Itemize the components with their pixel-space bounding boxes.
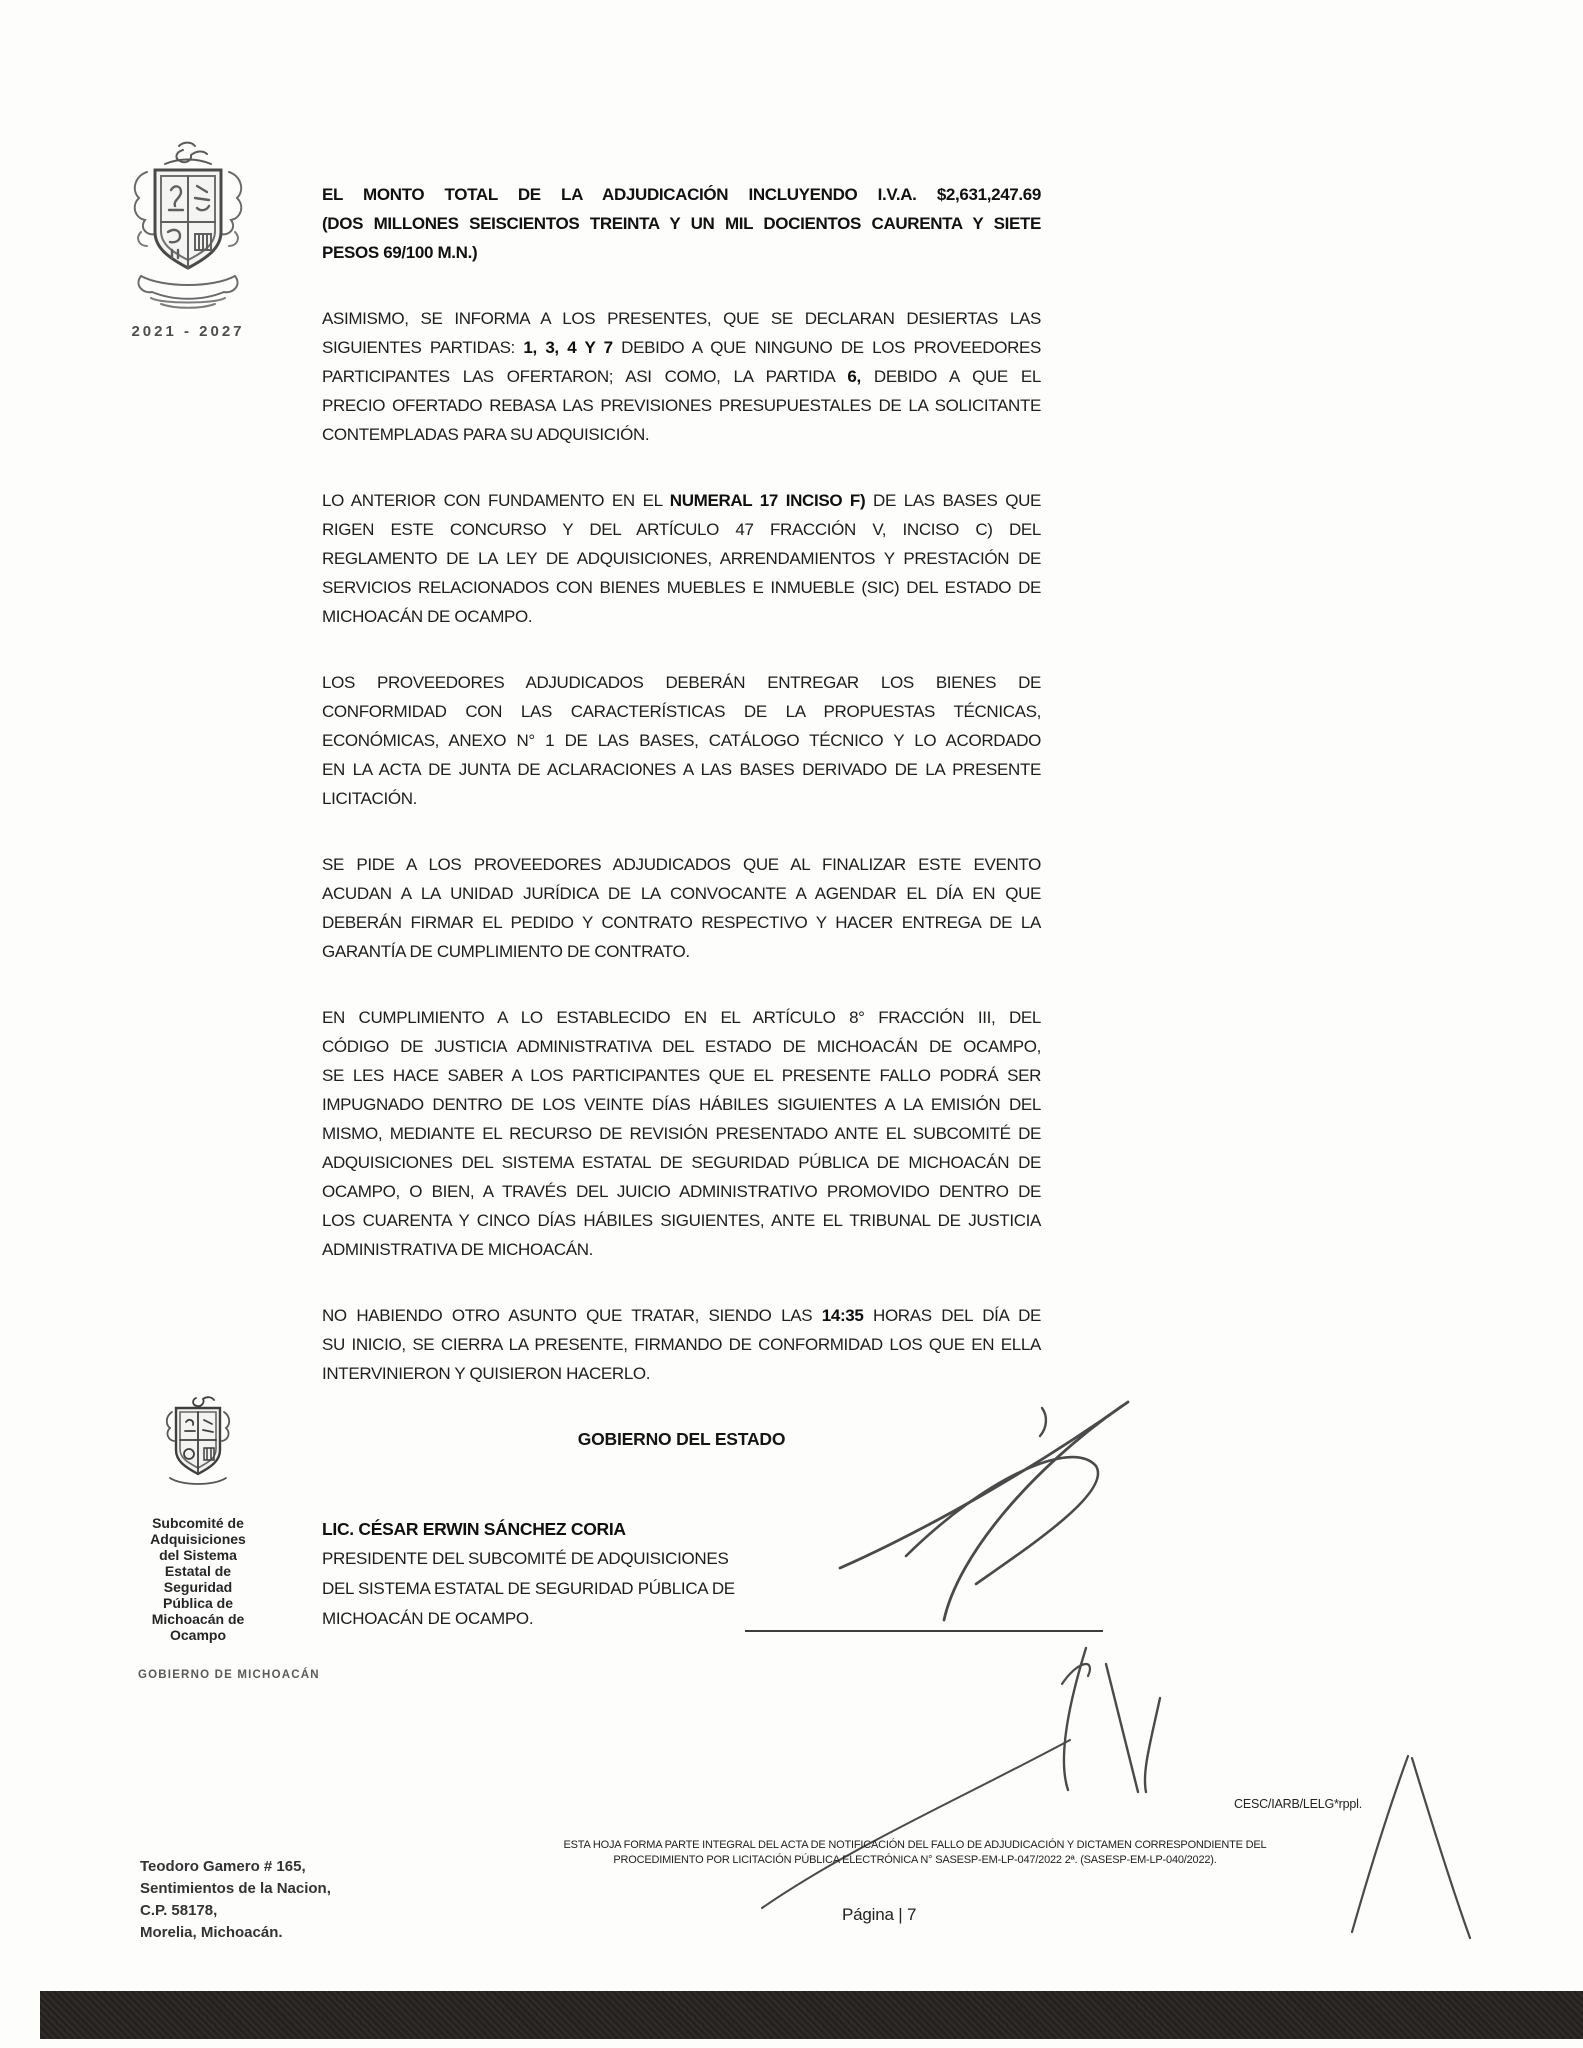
text-line: INTERVINIERON Y QUISIERON HACERLO. [322,1364,651,1383]
office-address [140,1856,331,1944]
footer-legal-note [470,1838,1360,1868]
state-heading: GOBIERNO DEL ESTADO [577,1429,786,1449]
text-line: EN LA ACTA DE JUNTA DE ACLARACIONES A LAS BASES DERIVADO DE LA PRESENTE [322,760,1041,779]
text-line: PARTICIPANTES LAS OFERTARON; ASI COMO, LA PARTIDA 6, DEBIDO A QUE EL [322,367,1041,386]
text-line: ECONÓMICAS, ANEXO N° 1 DE LAS BASES, CATÁLOGO TÉCNICO Y LO ACORDADO [322,731,1041,750]
text-line: Ocampo [169,1627,226,1643]
text-line: C.P. 58178, [140,1902,218,1919]
government-label: GOBIERNO DE MICHOACÁN [138,1669,320,1681]
text-line: GARANTÍA DE CUMPLIMIENTO DE CONTRATO. [322,942,690,961]
paragraph [322,668,1041,813]
administration-period: 2021 - 2027 [131,323,245,340]
text-line: PRECIO OFERTADO REBASA LAS PREVISIONES PRESUPUESTALES DE LA SOLICITANTE [322,396,1041,415]
text-line: REGLAMENTO DE LA LEY DE ADQUISICIONES, ARRENDAMIENTOS Y PRESTACIÓN DE [322,549,1041,568]
text-line: del Sistema Estatal de [159,1547,237,1579]
text-line: SE PIDE A LOS PROVEEDORES ADJUDICADOS QUE AL FINALIZAR ESTE EVENTO [322,855,1041,874]
text-line: CONTEMPLADAS PARA SU ADQUISICIÓN. [322,425,650,444]
text-line: ADQUISICIONES DEL SISTEMA ESTATAL DE SEGURIDAD PÚBLICA DE MICHOACÁN DE [322,1153,1041,1172]
text-line: LICITACIÓN. [322,789,418,808]
paragraph [322,180,1041,267]
text-line: DEBERÁN FIRMAR EL PEDIDO Y CONTRATO RESPECTIVO Y HACER ENTREGA DE LA [322,913,1041,932]
text-line: LOS CUARENTA Y CINCO DÍAS HÁBILES SIGUIENTES, ANTE EL TRIBUNAL DE JUSTICIA [322,1211,1041,1230]
text-line: NO HABIENDO OTRO ASUNTO QUE TRATAR, SIENDO LAS 14:35 HORAS DEL DÍA DE [322,1306,1041,1325]
page-number: Página | 7 [842,1905,917,1924]
text-line: ASIMISMO, SE INFORMA A LOS PRESENTES, QUE SE DECLARAN DESIERTAS LAS [322,309,1041,328]
text-line: Subcomité de [152,1515,244,1531]
text-line: DEL SISTEMA ESTATAL DE SEGURIDAD PÚBLICA DE [322,1579,735,1598]
signatory-block [322,1514,1041,1634]
text-line: ADMINISTRATIVA DE MICHOACÁN. [322,1240,594,1259]
text-line: PESOS 69/100 M.N.) [322,243,478,262]
text-line: ESTA HOJA FORMA PARTE INTEGRAL DEL ACTA DE NOTIFICACIÓN DEL FALLO DE ADJUDICACIÓN Y DICTAMEN CORRESPONDIENTE DEL [563,1839,1267,1851]
text-line: EL MONTO TOTAL DE LA ADJUDICACIÓN INCLUYENDO I.V.A. $2,631,247.69 [322,185,1041,204]
signature-line [745,1630,1103,1632]
paragraph [322,1003,1041,1264]
text-line: MICHOACÁN DE OCAMPO. [322,1609,534,1628]
text-line: IMPUGNADO DENTRO DE LOS VEINTE DÍAS HÁBILES SIGUIENTES A LA EMISIÓN DEL [322,1095,1041,1114]
signatory-title [322,1544,1041,1634]
text-line: SU INICIO, SE CIERRA LA PRESENTE, FIRMANDO DE CONFORMIDAD LOS QUE EN ELLA [322,1335,1041,1354]
text-line: MICHOACÁN DE OCAMPO. [322,607,533,626]
text-line: CONFORMIDAD CON LAS CARACTERÍSTICAS DE LA PROPUESTAS TÉCNICAS, [322,702,1041,721]
paragraph [322,304,1041,449]
text-line: OCAMPO, O BIEN, A TRAVÉS DEL JUICIO ADMINISTRATIVO PROMOVIDO DENTRO DE [322,1182,1041,1201]
paragraph [322,850,1041,966]
michoacan-coat-of-arms-icon [113,136,263,312]
bottom-scan-bar [40,1991,1583,2039]
text-line: CÓDIGO DE JUSTICIA ADMINISTRATIVA DEL ESTADO DE MICHOACÁN DE OCAMPO, [322,1037,1041,1056]
text-line: ACUDAN A LA UNIDAD JURÍDICA DE LA CONVOCANTE A AGENDAR EL DÍA EN QUE [322,884,1041,903]
subcommittee-seal-block [138,1392,320,1681]
text-line: LOS PROVEEDORES ADJUDICADOS DEBERÁN ENTREGAR LOS BIENES DE [322,673,1041,692]
text-line: (DOS MILLONES SEISCIENTOS TREINTA Y UN MIL DOCIENTOS CAURENTA Y SIETE [322,214,1041,233]
document-body [322,180,1041,1634]
state-coat-of-arms-block [108,136,268,340]
subcommittee-name [138,1515,258,1643]
paragraph [322,486,1041,631]
text-line: PROCEDIMIENTO POR LICITACIÓN PÚBLICA ELECTRÓNICA N° SASESP-EM-LP-047/2022 2ª. (SASESP-EM-LP-040/2022). [613,1854,1217,1866]
text-line: SE LES HACE SABER A LOS PARTICIPANTES QUE EL PRESENTE FALLO PODRÁ SER [322,1066,1041,1085]
reference-code: CESC/IARB/LELG*rppl. [1234,1797,1362,1811]
paragraph-list [322,180,1041,1388]
text-line: Michoacán de [151,1611,245,1627]
text-line: EN CUMPLIMIENTO A LO ESTABLECIDO EN EL ARTÍCULO 8° FRACCIÓN III, DEL [322,1008,1041,1027]
text-line: Adquisiciones [150,1531,246,1547]
text-line: Sentimientos de la Nacion, [140,1880,331,1897]
text-line: SIGUIENTES PARTIDAS: 1, 3, 4 Y 7 DEBIDO A QUE NINGUNO DE LOS PROVEEDORES [322,338,1041,357]
text-line: MISMO, MEDIANTE EL RECURSO DE REVISIÓN PRESENTADO ANTE EL SUBCOMITÉ DE [322,1124,1041,1143]
text-line: Morelia, Michoacán. [140,1924,283,1941]
text-line: SERVICIOS RELACIONADOS CON BIENES MUEBLES E INMUEBLE (SIC) DEL ESTADO DE [322,578,1041,597]
text-line: RIGEN ESTE CONCURSO Y DEL ARTÍCULO 47 FRACCIÓN V, INCISO C) DEL [322,520,1041,539]
subcommittee-seal-icon [158,1392,238,1502]
signatory-name: LIC. CÉSAR ERWIN SÁNCHEZ CORIA [322,1519,626,1539]
text-line: Teodoro Gamero # 165, [140,1858,306,1875]
text-line: LO ANTERIOR CON FUNDAMENTO EN EL NUMERAL 17 INCISO F) DE LAS BASES QUE [322,491,1042,510]
text-line: Seguridad Pública de [162,1579,234,1611]
paragraph [322,1301,1041,1388]
text-line: PRESIDENTE DEL SUBCOMITÉ DE ADQUISICIONES [322,1549,729,1568]
